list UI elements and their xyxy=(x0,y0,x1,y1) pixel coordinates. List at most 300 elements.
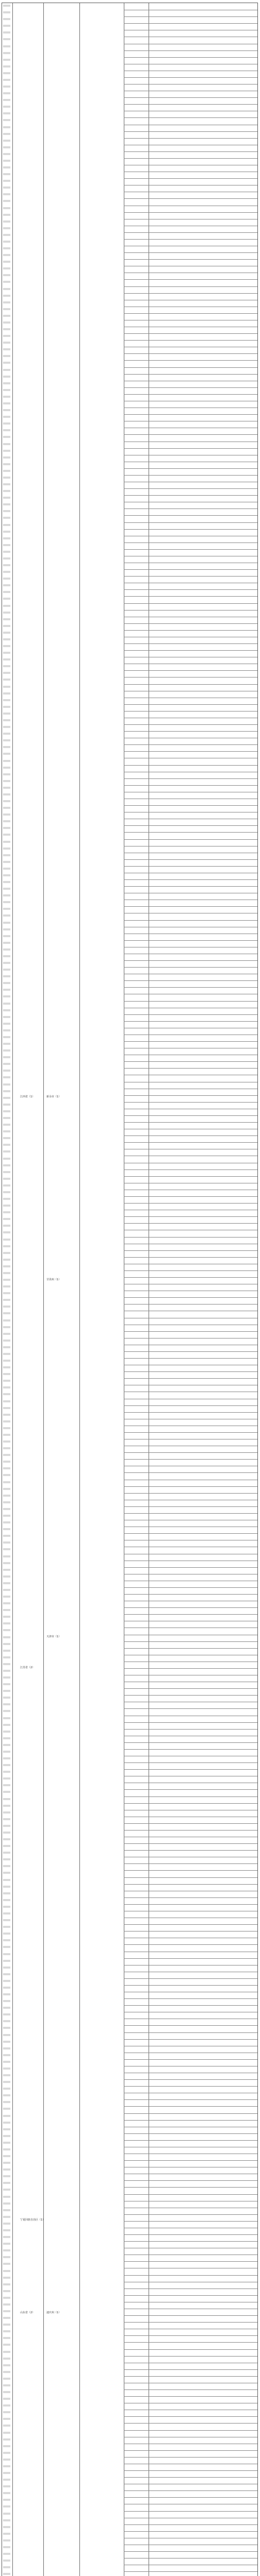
row-number-cell xyxy=(3,1009,10,1011)
table-row xyxy=(2,2558,257,2565)
row-number-cell xyxy=(3,1724,10,1726)
table-row xyxy=(2,1952,257,1958)
row-number-cell xyxy=(3,1198,10,1200)
table-row xyxy=(2,1655,257,1662)
row-number-cell xyxy=(3,564,10,566)
row-number-cell xyxy=(3,490,10,492)
row-number-cell xyxy=(3,140,10,142)
table-row xyxy=(2,1675,257,1682)
row-number-cell xyxy=(3,1805,10,1807)
table-row xyxy=(2,77,257,84)
row-number-cell xyxy=(3,1326,10,1328)
table-row xyxy=(2,165,257,172)
table-row xyxy=(2,381,257,387)
table-row xyxy=(2,724,257,731)
row-number-cell xyxy=(3,2526,10,2528)
row-number-cell xyxy=(3,389,10,391)
row-number-cell xyxy=(3,463,10,465)
row-number-cell xyxy=(3,2027,10,2029)
table-row xyxy=(2,900,257,906)
table-row xyxy=(2,300,257,307)
table-row xyxy=(2,1850,257,1857)
row-number-cell xyxy=(3,1110,10,1112)
row-number-cell xyxy=(3,2088,10,2090)
row-number-cell xyxy=(3,1090,10,1092)
table-row xyxy=(2,2410,257,2416)
row-number-cell xyxy=(3,1191,10,1193)
table-row xyxy=(2,1109,257,1115)
table-row xyxy=(2,1533,257,1540)
row-number-cell xyxy=(3,1569,10,1571)
table-row xyxy=(2,2093,257,2099)
row-number-cell xyxy=(3,321,10,324)
table-row xyxy=(2,185,257,192)
row-number-cell xyxy=(3,665,10,667)
province-label: 山东省（2） xyxy=(20,2311,35,2314)
row-number-cell xyxy=(3,2263,10,2265)
table-row xyxy=(2,455,257,462)
table-row xyxy=(2,792,257,799)
table-row xyxy=(2,805,257,812)
row-number-cell xyxy=(3,436,10,438)
table-row xyxy=(2,2430,257,2437)
table-row xyxy=(2,1789,257,1796)
table-row xyxy=(2,1877,257,1884)
row-number-cell xyxy=(3,1346,10,1348)
table-row xyxy=(2,23,257,30)
row-number-cell xyxy=(3,2337,10,2339)
table-row xyxy=(2,2113,257,2120)
row-number-cell xyxy=(3,1663,10,1665)
table-row xyxy=(2,2066,257,2073)
table-row xyxy=(2,738,257,744)
table-row xyxy=(2,252,257,259)
row-number-cell xyxy=(3,2236,10,2238)
row-number-cell xyxy=(3,2438,10,2441)
row-number-cell xyxy=(3,2378,10,2380)
row-number-cell xyxy=(3,848,10,850)
table-row xyxy=(2,2571,257,2576)
row-number-cell xyxy=(3,2142,10,2144)
table-row xyxy=(2,1190,257,1196)
table-row xyxy=(2,117,257,124)
table-row xyxy=(2,2133,257,2140)
table-row xyxy=(2,1527,257,1533)
table-row xyxy=(2,1614,257,1621)
row-number-cell xyxy=(3,780,10,782)
table-row xyxy=(2,2180,257,2187)
row-number-cell xyxy=(3,1697,10,1699)
table-row xyxy=(2,886,257,893)
table-row xyxy=(2,960,257,967)
table-row xyxy=(2,1061,257,1068)
row-number-cell xyxy=(3,2519,10,2521)
table-row xyxy=(2,1688,257,1695)
row-number-cell xyxy=(3,2465,10,2467)
row-number-cell xyxy=(3,1205,10,1207)
table-row xyxy=(2,320,257,327)
table-row xyxy=(2,623,257,630)
row-number-cell xyxy=(3,1407,10,1409)
row-number-cell xyxy=(3,1683,10,1685)
row-number-cell xyxy=(3,1083,10,1086)
row-number-cell xyxy=(3,38,10,40)
row-number-cell xyxy=(3,187,10,189)
row-number-cell xyxy=(3,2115,10,2117)
row-number-cell xyxy=(3,2074,10,2076)
row-number-cell xyxy=(3,1676,10,1679)
table-row xyxy=(2,2079,257,2086)
row-number-cell xyxy=(3,254,10,256)
city-label: 甘孜州（1） xyxy=(46,1278,61,1281)
row-number-cell xyxy=(3,450,10,452)
row-number-cell xyxy=(3,497,10,499)
row-number-cell xyxy=(3,1771,10,1773)
row-number-cell xyxy=(3,2351,10,2353)
row-number-cell xyxy=(3,1420,10,1422)
row-number-cell xyxy=(3,1899,10,1901)
table-row xyxy=(2,2160,257,2167)
row-number-cell xyxy=(3,1056,10,1058)
table-row xyxy=(2,1446,257,1452)
table-row xyxy=(2,44,257,50)
row-number-cell xyxy=(3,1872,10,1874)
table-row xyxy=(2,2545,257,2551)
row-number-cell xyxy=(3,2101,10,2103)
table-row xyxy=(2,1500,257,1506)
row-number-cell xyxy=(3,396,10,398)
row-number-cell xyxy=(3,739,10,741)
table-row xyxy=(2,1041,257,1048)
row-number-cell xyxy=(3,2505,10,2507)
row-number-cell xyxy=(3,2479,10,2481)
row-number-cell xyxy=(3,1285,10,1287)
row-number-cell xyxy=(3,1265,10,1267)
row-number-cell xyxy=(3,1622,10,1624)
row-number-cell xyxy=(3,1373,10,1375)
row-number-cell xyxy=(3,1582,10,1584)
row-number-cell xyxy=(3,1488,10,1490)
row-number-cell xyxy=(3,733,10,735)
row-number-cell xyxy=(3,598,10,600)
table-row xyxy=(2,1345,257,1351)
table-row xyxy=(2,1817,257,1823)
row-number-cell xyxy=(3,2256,10,2258)
table-row xyxy=(2,1506,257,1513)
table-row xyxy=(2,84,257,91)
table-row xyxy=(2,785,257,792)
row-number-cell xyxy=(3,982,10,984)
row-number-cell xyxy=(3,2566,10,2568)
row-number-cell xyxy=(3,106,10,108)
table-row xyxy=(2,778,257,785)
table-row xyxy=(2,2356,257,2363)
row-number-cell xyxy=(3,1360,10,1362)
row-number-cell xyxy=(3,2432,10,2434)
table-row xyxy=(2,1459,257,1466)
row-number-cell xyxy=(3,544,10,546)
table-row xyxy=(2,1520,257,1527)
row-number-cell xyxy=(3,753,10,755)
table-row xyxy=(2,1716,257,1722)
row-number-cell xyxy=(3,2485,10,2487)
row-number-cell xyxy=(3,686,10,688)
row-number-cell xyxy=(3,2108,10,2110)
table-row xyxy=(2,563,257,569)
row-number-cell xyxy=(3,1137,10,1139)
table-row xyxy=(2,1992,257,1998)
table-row xyxy=(2,799,257,805)
table-row xyxy=(2,1722,257,1729)
table-row xyxy=(2,1365,257,1371)
table-row xyxy=(2,1621,257,1628)
table-row xyxy=(2,1035,257,1041)
row-number-cell xyxy=(3,1535,10,1537)
table-row xyxy=(2,906,257,913)
table-row xyxy=(2,1311,257,1317)
table-row xyxy=(2,2538,257,2545)
table-row xyxy=(2,1439,257,1446)
table-row xyxy=(2,832,257,839)
row-number-cell xyxy=(3,995,10,997)
row-number-cell xyxy=(3,1218,10,1220)
table-row xyxy=(2,2005,257,2012)
table-row xyxy=(2,1129,257,1136)
table-row xyxy=(2,643,257,650)
row-number-cell xyxy=(3,166,10,168)
row-number-cell xyxy=(3,1380,10,1382)
row-number-cell xyxy=(3,1474,10,1476)
row-number-cell xyxy=(3,1501,10,1503)
row-number-cell xyxy=(3,787,10,789)
row-number-cell xyxy=(3,1751,10,1753)
table-row xyxy=(2,1163,257,1170)
row-number-cell xyxy=(3,5,10,7)
row-number-cell xyxy=(3,295,10,297)
row-number-cell xyxy=(3,1353,10,1355)
table-row xyxy=(2,1547,257,1553)
table-row xyxy=(2,468,257,475)
row-number-cell xyxy=(3,1886,10,1888)
row-number-cell xyxy=(3,2539,10,2541)
table-row xyxy=(2,2261,257,2268)
row-number-cell xyxy=(3,2459,10,2461)
row-number-cell xyxy=(3,2358,10,2360)
table-row xyxy=(2,246,257,252)
row-number-cell xyxy=(3,2398,10,2400)
table-row xyxy=(2,16,257,23)
table-row xyxy=(2,704,257,711)
table-row xyxy=(2,1574,257,1581)
row-number-cell xyxy=(3,112,10,114)
table-row xyxy=(2,2099,257,2106)
row-number-cell xyxy=(3,18,10,20)
row-number-cell xyxy=(3,1906,10,1908)
row-number-cell xyxy=(3,1434,10,1436)
row-number-cell xyxy=(3,193,10,195)
row-number-cell xyxy=(3,901,10,903)
row-number-cell xyxy=(3,267,10,269)
table-row xyxy=(2,603,257,610)
row-number-cell xyxy=(3,247,10,249)
table-row xyxy=(2,2201,257,2208)
table-row xyxy=(2,549,257,556)
row-number-cell xyxy=(3,1710,10,1712)
row-number-cell xyxy=(3,868,10,870)
table-row xyxy=(2,772,257,778)
table-row xyxy=(2,684,257,691)
table-row xyxy=(2,839,257,846)
table-row xyxy=(2,1554,257,1561)
table-row xyxy=(2,1257,257,1264)
table-row xyxy=(2,940,257,947)
table-row xyxy=(2,1014,257,1021)
row-number-cell xyxy=(3,1939,10,1941)
table-row xyxy=(2,1911,257,1918)
table-row xyxy=(2,1581,257,1587)
row-number-cell xyxy=(3,1245,10,1247)
row-number-cell xyxy=(3,1508,10,1510)
row-number-cell xyxy=(3,2404,10,2406)
row-number-cell xyxy=(3,1150,10,1153)
row-number-cell xyxy=(3,578,10,580)
row-number-cell xyxy=(3,1717,10,1719)
row-number-cell xyxy=(3,328,10,330)
row-number-cell xyxy=(3,820,10,822)
row-number-cell xyxy=(3,1447,10,1449)
city-label: 迪庆州（1） xyxy=(46,2311,61,2314)
table-row xyxy=(2,145,257,151)
row-number-cell xyxy=(3,571,10,573)
table-row xyxy=(2,2012,257,2019)
table-row xyxy=(2,2127,257,2133)
table-row xyxy=(2,408,257,414)
row-number-cell xyxy=(3,31,10,33)
row-number-cell xyxy=(3,382,10,384)
table-row xyxy=(2,2396,257,2403)
table-row xyxy=(2,1965,257,1972)
table-row xyxy=(2,1567,257,1574)
table-row xyxy=(2,879,257,886)
row-number-cell xyxy=(3,2094,10,2096)
row-number-cell xyxy=(3,1178,10,1180)
row-number-cell xyxy=(3,814,10,816)
table-row xyxy=(2,2106,257,2113)
row-number-cell xyxy=(3,301,10,303)
row-number-cell xyxy=(3,92,10,94)
table-row xyxy=(2,1998,257,2005)
table-row xyxy=(2,873,257,879)
table-row xyxy=(2,556,257,563)
row-number-cell xyxy=(3,1953,10,1955)
row-number-cell xyxy=(3,834,10,836)
row-number-cell xyxy=(3,200,10,202)
row-number-cell xyxy=(3,1946,10,1948)
table-row xyxy=(2,1742,257,1749)
table-row xyxy=(2,394,257,401)
table-row xyxy=(2,71,257,77)
row-number-cell xyxy=(3,1259,10,1261)
table-row xyxy=(2,2349,257,2356)
row-number-cell xyxy=(3,1400,10,1402)
table-row xyxy=(2,10,257,16)
row-number-cell xyxy=(3,1414,10,1416)
table-row xyxy=(2,1244,257,1250)
row-number-cell xyxy=(3,2162,10,2164)
row-number-cell xyxy=(3,1312,10,1314)
row-number-cell xyxy=(3,1070,10,1072)
row-number-cell xyxy=(3,59,10,61)
table-row xyxy=(2,1237,257,1244)
row-number-cell xyxy=(3,429,10,431)
row-number-cell xyxy=(3,2553,10,2555)
table-row xyxy=(2,2437,257,2444)
table-row xyxy=(2,1405,257,1412)
row-number-cell xyxy=(3,422,10,425)
row-number-cell xyxy=(3,1063,10,1065)
row-number-cell xyxy=(3,2067,10,2070)
table-row xyxy=(2,2268,257,2275)
row-number-cell xyxy=(3,2034,10,2036)
row-number-cell xyxy=(3,1818,10,1820)
table-row xyxy=(2,1270,257,1277)
table-row xyxy=(2,307,257,313)
table-row xyxy=(2,846,257,853)
row-number-cell xyxy=(3,348,10,350)
table-row xyxy=(2,1695,257,1702)
table-row xyxy=(2,589,257,596)
row-number-cell xyxy=(3,308,10,310)
row-number-cell xyxy=(3,1973,10,1975)
table-row xyxy=(2,104,257,111)
row-number-cell xyxy=(3,409,10,411)
table-row xyxy=(2,2490,257,2497)
table-row xyxy=(2,266,257,273)
row-number-cell xyxy=(3,2000,10,2002)
row-number-cell xyxy=(3,2573,10,2575)
row-number-cell xyxy=(3,1279,10,1281)
table-row xyxy=(2,414,257,421)
row-number-cell xyxy=(3,2041,10,2043)
table-row xyxy=(2,1736,257,1742)
table-row xyxy=(2,698,257,704)
row-number-cell xyxy=(3,760,10,762)
table-row xyxy=(2,2234,257,2241)
row-number-cell xyxy=(3,1757,10,1759)
table-row xyxy=(2,1749,257,1756)
table-row xyxy=(2,192,257,198)
row-number-cell xyxy=(3,1811,10,1814)
table-row xyxy=(2,475,257,482)
row-number-cell xyxy=(3,888,10,890)
row-number-cell xyxy=(3,1596,10,1598)
table-row xyxy=(2,2086,257,2093)
table-row xyxy=(2,1149,257,1156)
table-row xyxy=(2,583,257,589)
table-row xyxy=(2,1102,257,1109)
row-number-cell xyxy=(3,1798,10,1800)
row-number-cell xyxy=(3,551,10,553)
table-row xyxy=(2,1210,257,1216)
table-row xyxy=(2,401,257,408)
table-row xyxy=(2,2403,257,2410)
table-row xyxy=(2,1513,257,1520)
row-number-cell xyxy=(3,1049,10,1052)
row-number-cell xyxy=(3,1912,10,1914)
table-row xyxy=(2,2275,257,2282)
table-row xyxy=(2,758,257,765)
table-row xyxy=(2,1089,257,1095)
